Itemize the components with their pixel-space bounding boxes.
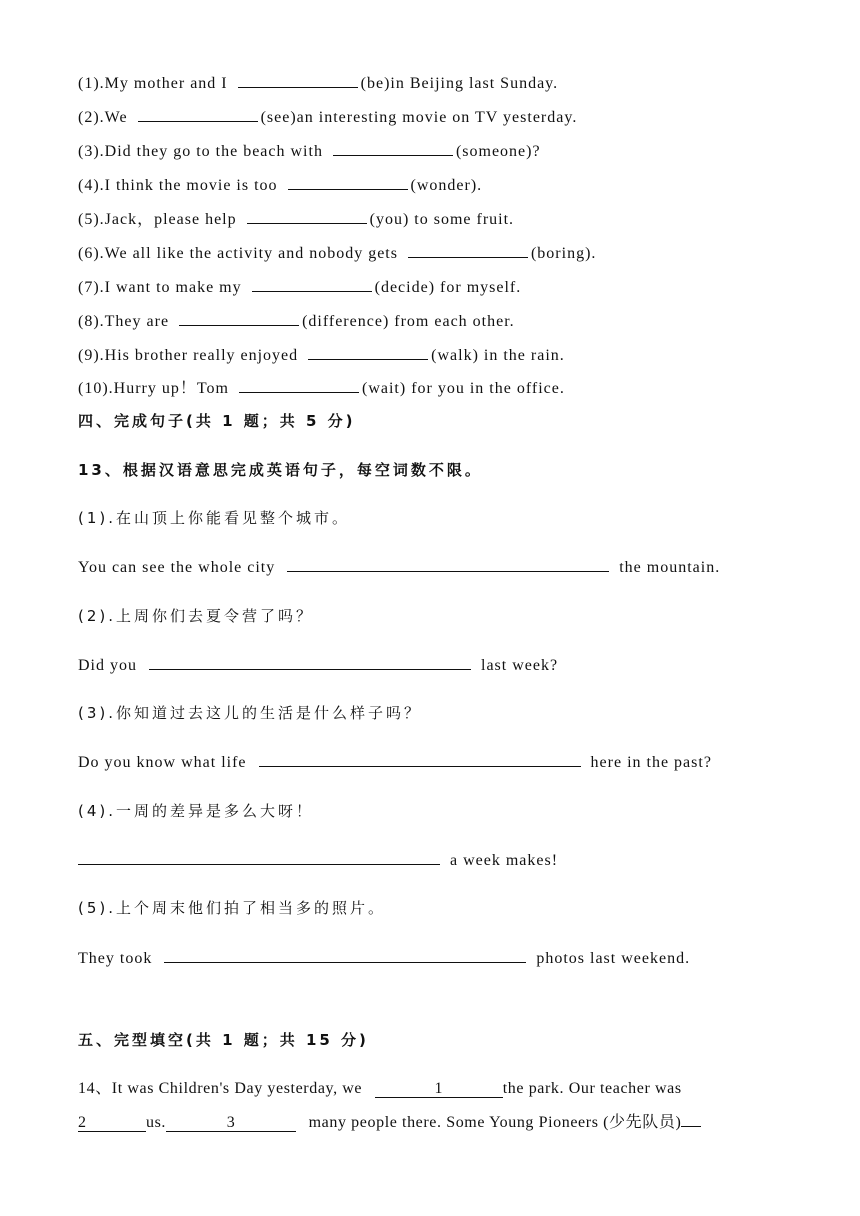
cloze-blank-3[interactable]: 3: [166, 1115, 296, 1132]
fill-item-5: [78, 209, 514, 230]
fill-item-prefix: (1).My mother and I: [78, 75, 228, 92]
fill-item-1: [78, 73, 558, 94]
q13-item-5-blank[interactable]: [164, 948, 526, 963]
fill-item-prefix: (10).Hurry up！Tom: [78, 380, 229, 397]
fill-item-blank[interactable]: [247, 209, 367, 224]
fill-item-prefix: (9).His brother really enjoyed: [78, 347, 299, 364]
fill-item-blank[interactable]: [288, 175, 408, 190]
q13-item-4-english: [78, 850, 558, 871]
fill-item-8: [78, 311, 515, 332]
q13-item-3-chinese: (3).你知道过去这儿的生活是什么样子吗？: [78, 704, 423, 722]
fill-item-9: [78, 345, 565, 366]
fill-item-hint: (see)an interesting movie on TV yesterday.: [260, 109, 578, 126]
q13-item-4-blank[interactable]: [78, 850, 440, 865]
fill-item-prefix: (2).We: [78, 109, 128, 126]
q13-item-2-before: Did you: [78, 657, 137, 674]
q14-line-1: [78, 1079, 682, 1099]
q13-item-5-english: [78, 948, 690, 969]
q13-item-5-after: photos last weekend.: [536, 950, 691, 967]
q13-item-1-before: You can see the whole city: [78, 559, 276, 576]
q14-line-1-end: the park. Our teacher was: [502, 1080, 682, 1097]
fill-item-blank[interactable]: [408, 243, 528, 258]
fill-item-hint: (difference) from each other.: [302, 313, 515, 330]
fill-item-10: [78, 378, 565, 399]
q13-item-2-blank[interactable]: [149, 655, 471, 670]
cloze-blank-2[interactable]: 2: [78, 1115, 146, 1132]
fill-item-4: [78, 175, 482, 196]
fill-item-2: [78, 107, 577, 128]
section-heading-5: 五、完型填空(共 1 题；共 15 分): [78, 1031, 369, 1049]
cloze-blank-4[interactable]: [681, 1126, 701, 1127]
fill-item-hint: (someone)?: [455, 143, 541, 160]
fill-item-blank[interactable]: [238, 73, 358, 88]
fill-item-hint: (be)in Beijing last Sunday.: [360, 75, 559, 92]
fill-item-6: [78, 243, 596, 264]
q13-item-2-after: last week?: [481, 657, 559, 674]
q13-item-3-blank[interactable]: [259, 752, 581, 767]
fill-item-prefix: (7).I want to make my: [78, 279, 242, 296]
fill-item-blank[interactable]: [252, 277, 372, 292]
q14-line-2: [78, 1113, 701, 1133]
q13-item-1-blank[interactable]: [287, 557, 609, 572]
q13-item-3-after: here in the past?: [590, 754, 712, 771]
fill-item-blank[interactable]: [179, 311, 299, 326]
q13-item-4-chinese: (4).一周的差异是多么大呀！: [78, 802, 315, 820]
q13-item-3-english: [78, 752, 712, 773]
q13-item-2-chinese: (2).上周你们去夏令营了吗？: [78, 607, 315, 625]
q14-line-2-end: many people there. Some Young Pioneers (少先队员): [308, 1114, 682, 1131]
fill-item-blank[interactable]: [333, 141, 453, 156]
q13-item-5-before: They took: [78, 950, 153, 967]
cloze-blank-1[interactable]: 1: [375, 1081, 503, 1098]
q13-item-3-before: Do you know what life: [78, 754, 247, 771]
q14-line-2-us: us.: [146, 1114, 167, 1131]
q13-item-5-chinese: (5).上个周末他们拍了相当多的照片。: [78, 899, 387, 917]
q13-item-1-english: [78, 557, 720, 578]
q13-item-1-after: the mountain.: [619, 559, 721, 576]
q13-item-4-after: a week makes!: [450, 852, 559, 869]
q14-line-1-start: 14、It was Children's Day yesterday, we: [78, 1080, 363, 1097]
q13-item-1-chinese: (1).在山顶上你能看见整个城市。: [78, 509, 351, 527]
section-heading-4: 四、完成句子(共 1 题；共 5 分): [78, 412, 356, 430]
fill-item-hint: (wait) for you in the office.: [361, 380, 565, 397]
fill-item-7: [78, 277, 521, 298]
fill-item-prefix: (8).They are: [78, 313, 170, 330]
fill-item-hint: (walk) in the rain.: [431, 347, 565, 364]
fill-item-blank[interactable]: [308, 345, 428, 360]
fill-item-3: [78, 141, 541, 162]
fill-item-blank[interactable]: [239, 378, 359, 393]
fill-item-blank[interactable]: [138, 107, 258, 122]
fill-item-prefix: (5).Jack，please help: [78, 211, 237, 228]
fill-item-hint: (you) to some fruit.: [369, 211, 515, 228]
fill-item-hint: (decide) for myself.: [374, 279, 522, 296]
fill-item-prefix: (6).We all like the activity and nobody gets: [78, 245, 398, 262]
fill-item-prefix: (3).Did they go to the beach with: [78, 143, 323, 160]
fill-item-hint: (wonder).: [410, 177, 483, 194]
fill-item-prefix: (4).I think the movie is too: [78, 177, 278, 194]
question-13-instruction: 13、根据汉语意思完成英语句子，每空词数不限。: [78, 461, 483, 479]
q13-item-2-english: [78, 655, 558, 676]
fill-item-hint: (boring).: [530, 245, 597, 262]
